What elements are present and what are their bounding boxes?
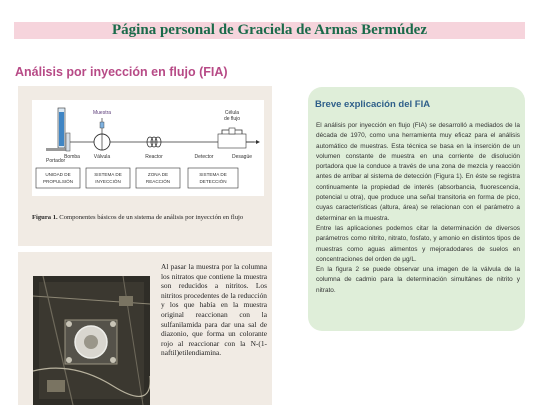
detector-icon — [218, 134, 246, 148]
label-muestra: Muestra — [92, 110, 112, 116]
explanation-title: Breve explicación del FIA — [315, 99, 431, 110]
valve-photo — [33, 276, 150, 405]
waste-arrow-icon — [256, 140, 260, 144]
section-heading: Análisis por inyección en flujo (FIA) — [15, 65, 228, 79]
label-celula: Célula — [224, 110, 240, 116]
unit-label: INYECCIÓN — [95, 179, 121, 184]
unit-label: SISTEMA DE — [199, 172, 227, 177]
unit-reaction — [136, 168, 180, 188]
flow-cell-icon — [229, 128, 235, 134]
explanation-body — [316, 121, 520, 296]
label-reactor: Reactor — [145, 154, 163, 160]
label-bomba: Bomba — [64, 154, 80, 160]
label-valvula: Válvula — [93, 154, 111, 160]
fia-diagram-svg — [32, 100, 264, 196]
unit-label: ZONA DE — [147, 172, 169, 177]
explanation-paragraph: Entre las aplicaciones podemos citar la determinación de diversos parámetros como nitrito, nitrato, fosfato, y amonio en distintos tipos de muestras como aguas alimentos y mejoradodares de suelos en concentraciones del orden de μg/L. — [316, 224, 520, 263]
explanation-paragraph: En la figura 2 se puede observar una imagen de la válvula de la columna de cadmio para la determinación simultánes de nitrito y nitrato. — [316, 266, 520, 294]
caption-text: Componentes básicos de un sistema de análisis por inyección en flujo — [57, 214, 244, 221]
unit-label: PROPULSIÓN — [42, 179, 74, 184]
label-detector: Detector — [194, 154, 214, 160]
figure-panel — [18, 86, 272, 246]
valve-note-panel — [18, 252, 272, 405]
valve-photo-illustration — [33, 276, 150, 405]
sample-icon — [100, 122, 104, 128]
unit-detection — [188, 168, 238, 188]
fia-diagram — [32, 100, 264, 196]
page-title: Página personal de Graciela de Armas Bermúdez — [14, 22, 525, 39]
label-desague: Desagüe — [231, 154, 253, 160]
unit-label: DETECCIÓN — [199, 179, 227, 184]
unit-label: UNIDAD DE — [45, 172, 71, 177]
reservoir-liquid-icon — [59, 112, 64, 146]
caption-label: Figura 1. — [32, 214, 58, 221]
unit-injection — [86, 168, 130, 188]
reservoir-base-icon — [46, 148, 68, 151]
explanation-paragraph: El análisis por inyección en flujo (FIA) se desarrolló a mediados de la década de 1970, como una herramienta muy eficaz para el análisis automático de muestras. Esta técnica se basa en la inserción de un volumen constante de muestra en una corriente de disolución portadora que la conduce a través de una zona de mezcla y reacción antes de arribar al sistema de detección (Figura 1). En éste se registra continuamente la propiedad de interés (absorbancia, fluorescencia, potencial u otra), que produce una señal transitoria en forma de pico, cuyas características (altura, área) se relacionan con el parámetro a determinar en la muestra. — [316, 122, 520, 222]
unit-label: SISTEMA DE — [94, 172, 122, 177]
label-de-flujo: de flujo — [223, 116, 241, 122]
label-portador: Portador — [46, 158, 66, 164]
figure-caption — [32, 214, 264, 221]
pump-icon — [66, 133, 70, 151]
unit-propulsion — [36, 168, 80, 188]
explanation-card — [308, 87, 525, 331]
valve-note-text: Al pasar la muestra por la columna los nitratos que contiene la muestra son reducidos a nitritos. Los nitritos procedentes de la reducción y los que había en la muestra original reaccionan con la sulfanilamida para dar una sal de diazonio, que forma un colorante rojo al reaccionar con la N-(1-naftil)etilendiamina. — [161, 262, 267, 358]
unit-label: REACCIÓN — [145, 179, 171, 184]
